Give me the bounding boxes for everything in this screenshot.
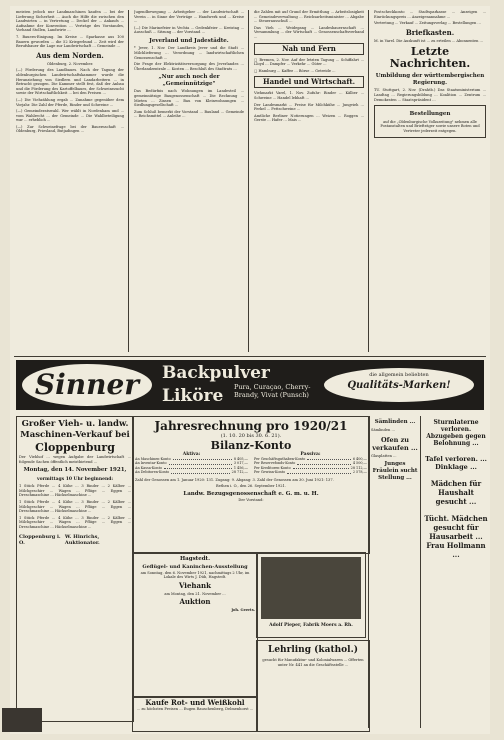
lehrling-body: gesucht für Manufaktur- und Kolonialwaren ... Offerten unter Nr. 441 an die Geschäftsstelle ... bbox=[262, 658, 364, 667]
article-text: Das Vieh ... Weidegang ... Landesbauernschaft ... Versammlung ... der Wirtschaft ... Genossenschaftsverband ... bbox=[254, 25, 364, 39]
article-text: Zum Schluß bemerkt der Vorstand ... Bauland ... Gemeinde ... Reichsmittel ... Anleihe ... bbox=[134, 109, 244, 119]
section-subheading: Umbildung der württembergischen Regierung. bbox=[375, 73, 485, 86]
row-value: 6 400,— bbox=[352, 457, 367, 461]
auction-auctioneer: W. Hinrichs, Auktionator. bbox=[64, 533, 100, 546]
balance-columns bbox=[135, 452, 367, 475]
article-text: (—) Zur Schweinefrage bei der Bauernschaft ... Oldenburg, Friesland, Butjadingen ... bbox=[16, 124, 124, 134]
dateline: Oldenburg, 2. November. bbox=[46, 61, 94, 66]
section-heading: Letzte Nachrichten. bbox=[389, 45, 471, 71]
row-value: 28 112,— bbox=[350, 465, 367, 470]
subscription-text: auf die „Oldenburgische Volkszeitung" nehmen alle Postanstalten und Briefträger sowie unsere Boten und Vertreter jederzeit entgegen. bbox=[380, 119, 480, 133]
auction-title-1: Großer Vieh- u. landw. bbox=[21, 419, 129, 429]
classified-heading: Tücht. Mädchen gesucht für Hausarbeit ... Frau Hollmann ... bbox=[424, 514, 488, 559]
row-value: 28 712,— bbox=[231, 470, 248, 475]
sinner-advertisement bbox=[16, 360, 484, 410]
classified-text: Sämlinden ... bbox=[371, 428, 395, 432]
article-text: Das Bedürfnis nach Wohnungen im Landesteil ... gemeinnützige Baugenossenschaft ... Die Rechnung ... Mieten ... Zinsen ... Bau von Kleinwohnungen ... Siedlungsgesellschaft ... bbox=[134, 89, 244, 108]
classified-text: Glasplatten ... bbox=[371, 453, 397, 458]
row-label: Per Reservefonds-Konto bbox=[254, 461, 296, 466]
kaufe-sub: ... zu höchsten Preisen ... Eugen Rauschenberg, Delmenhorst ... bbox=[136, 707, 254, 711]
row-value: 4 500,— bbox=[352, 461, 367, 466]
hagstedt-body-2: am Montag, den 21. November ... bbox=[164, 591, 226, 596]
balance-subtitle: (1. 10. 20 bis 30. 6. 21). bbox=[220, 433, 282, 439]
section-heading: Jeverland und Jadestädte. bbox=[149, 37, 229, 44]
balance-aktiva bbox=[135, 452, 248, 475]
row-value: 1 456,— bbox=[233, 465, 248, 470]
classifieds-right bbox=[420, 416, 489, 728]
article-text: Viehmarkt Varel, 1. Nov. Zufuhr: Rinder ... Kälber ... Schweine ... Handel lebhaft ... bbox=[254, 91, 364, 100]
lehrling-advertisement bbox=[256, 640, 370, 732]
auction-advertisement bbox=[16, 416, 134, 722]
article-text: TU. Stuttgart, 2. Nov. (Drahtb.) Das Staatsministerium ... Landtag ... Regierungsbildung ... Koalition ... Zentrum ... Demokraten ... Staatspräsident ... bbox=[374, 88, 486, 102]
article-text: (—) Gemeinderatswahl. Wer wählt in Nordenham und ... vom Wahlrecht ... der Gemeinde ... Die Wahlbeteiligung war ... erheblich ... bbox=[16, 109, 124, 123]
classified-heading: Ofen zu verkaufen ... bbox=[372, 435, 418, 452]
newspaper-page bbox=[10, 6, 490, 734]
auction-list: 1 Stück Pferde ... 4 Kühe ... 3 Rinder ... 2 Kälber ... Milchgeschirr ... Wagen ... Pflüge ... Eggen ... Dreschmaschine ... Häckselmaschine ... bbox=[19, 499, 131, 514]
hagstedt-heading-2: Viehank bbox=[179, 580, 211, 590]
auction-footer bbox=[19, 534, 131, 546]
ad-product-types: Pura, Curaçao, Cherry-Brandy, Vivat (Punsch) bbox=[234, 383, 311, 399]
quality-main: Qualitäts-Marken! bbox=[347, 380, 451, 391]
quality-marks-oval bbox=[324, 368, 474, 402]
article-text: □ Hamburg ... Kaffee ... Börse ... Getreide ... bbox=[254, 68, 336, 73]
subscription-title: Bestellungen bbox=[409, 111, 451, 118]
article-text: 7. Bauern-Einigung. Im Kreise ... Sparkasse aus 100 Bauern geworden ... die 52 Kriegerbund ... Zeit wird der Berufsbauer die Lage zur Landwirtschaft ... Gemeinde ... bbox=[16, 34, 124, 49]
article-text: M. in Varel. Die Auskunft ist ... zu erteilen ... Abonnenten ... bbox=[374, 38, 483, 43]
hagstedt-heading-3: Auktion bbox=[179, 597, 211, 607]
balance-board: Der Vorstand: bbox=[238, 498, 264, 503]
row-label: An Maschinen-Konto bbox=[135, 457, 171, 461]
column-rule bbox=[128, 10, 129, 352]
section-heading: Briefkasten. bbox=[405, 27, 455, 37]
section-heading: „Nur auch noch der „Gemeinnützige" bbox=[158, 74, 220, 87]
row-label: Per Geschäftsguthaben-Konto bbox=[254, 457, 306, 461]
auction-body: Der Viehhof ... wegen Aufgabe der Landwirtschaft ... folgende Sachen öffentlich meistbietend ... bbox=[19, 455, 131, 464]
classified-heading: Tafel verloren. ... Dinklage ... bbox=[425, 455, 487, 471]
article-text: Amtliche Berliner Notierungen ... Weizen ... Roggen ... Gerste ... Hafer ... Mais ... bbox=[254, 113, 364, 123]
adolf-pieper-advertisement bbox=[256, 552, 366, 638]
balance-place-date: Bethen i. O., den 26. September 1921. bbox=[216, 484, 286, 489]
article-text: Jugendbewegung ... Arbeitgeber ... der Landwirtschaft ... Verein ... in Sinne der Verträge ... Handwerk und ... Kreise ... bbox=[134, 10, 244, 24]
hagstedt-body: am Sonntag, den 6. November 1921, nachmittags 2 Uhr, im Lokale des Wirts J. Düb, Hagstedt. bbox=[140, 570, 250, 580]
column-third bbox=[254, 10, 364, 354]
column-middle bbox=[134, 10, 244, 354]
row-label: Per Kreditoren-Konto bbox=[254, 465, 291, 470]
balance-org: Landw. Bezugsgenossenschaft e. G. m. u. H. bbox=[183, 490, 319, 497]
row-value: 2 578,— bbox=[352, 470, 367, 475]
article-text: (—) Die Marinefeier in Vechta ... Gedenkfeier ... Kreistag ... Ausschuß ... Sitzung ... der Vorstand ... bbox=[134, 25, 244, 35]
row-label: An Kassa-Konto bbox=[135, 465, 162, 470]
article-text: * Jever, 1. Nov. Der Landkreis Jever und die Stadt ... Milchlieferung ... Verordnung ... landwirtschaftlichen Genossenschaft ... bbox=[134, 46, 244, 60]
article-text: Postscheckkonto ... Stadtsparkasse ... Anzeigen ... Einrückungspreis ... Anzeigenannahme ... bbox=[374, 10, 486, 19]
hagstedt-sub: Geflügel- und Kaninchen-Ausstellung bbox=[142, 563, 248, 570]
auction-date: Montag, den 14. November 1921, bbox=[23, 467, 127, 474]
ad-product-backpulver: Backpulver bbox=[162, 363, 270, 383]
table-row bbox=[254, 470, 367, 474]
subscription-box bbox=[374, 105, 486, 138]
kaufe-advertisement bbox=[132, 696, 258, 732]
auction-title-3: Cloppenburg bbox=[35, 441, 115, 454]
balance-sheet bbox=[132, 416, 370, 554]
classifieds-middle bbox=[368, 416, 419, 728]
article-text: Die Frage der Elektrizitätsversorgung des Jeverlandes ... Überlandzentrale ... Kosten ... Beschluß des Stadtrats ... bbox=[134, 62, 244, 71]
balance-note: Zahl der Genossen am 1. Januar 1920: 131. Zugang: 9. Abgang: 3. Zahl der Genossen am 30. Juni 1921: 137. bbox=[135, 477, 334, 482]
balance-title: Jahresrechnung pro 1920/21 bbox=[154, 419, 348, 433]
passiva-label: Passiva: bbox=[300, 452, 321, 457]
row-label: An Inventar-Konto bbox=[135, 461, 167, 466]
quality-top: die allgemein beliebten bbox=[369, 372, 429, 378]
classified-heading: Sturmlaterne verloren. Abzugeben gegen Belohnung ... bbox=[426, 419, 486, 447]
section-box-heading: Nah und Fern bbox=[254, 43, 364, 55]
column-rule bbox=[248, 10, 249, 352]
column-rule bbox=[368, 10, 369, 352]
column-right bbox=[374, 10, 486, 354]
adolf-caption: Adolf Pieper, Fabrik Moers a. Rh. bbox=[269, 623, 353, 628]
classified-heading: Mädchen für Haushalt gesucht ... bbox=[430, 479, 482, 506]
hagstedt-advertisement bbox=[132, 552, 258, 698]
article-text: (—) Die Viehzählung ergab ... Zunahme gegenüber dem Vorjahr. Die Zahl der Pferde, Rinder und Schweine ... bbox=[16, 97, 124, 107]
row-label: An Debitoren-Konto bbox=[135, 470, 170, 475]
row-value: 3 017,— bbox=[233, 461, 248, 466]
classified-heading: Junges Fräulein sucht Stellung ... bbox=[372, 461, 418, 482]
balance-heading: Bilanz-Konto bbox=[210, 439, 292, 452]
article-text: die Zahlen mit auf Grund der Ermittlung ... Arbeitslosigkeit ... Gemeindeverwaltung ... Reichsarbeitsminister ... Abgabe ... Steuerausschuß ... bbox=[254, 10, 364, 24]
row-label: Per Gewinn-Konto bbox=[254, 470, 286, 475]
library-stamp bbox=[2, 708, 42, 732]
lehrling-title: Lehrling (kathol.) bbox=[268, 645, 358, 655]
ad-product-likoere: Liköre bbox=[162, 386, 224, 406]
machine-illustration bbox=[261, 557, 361, 619]
kaufe-title: Kaufe Rot- und Weißkohl bbox=[145, 698, 245, 707]
auction-title-2: Maschinen-Verkauf bei bbox=[20, 429, 130, 440]
section-box-heading: Handel und Wirtschaft. bbox=[254, 76, 364, 88]
article-text: □ Bremen, 2. Nov. Auf der letzten Tagung ... Schiffahrt ... Lloyd ... Dampfer ... Verkehr ... Güter ... bbox=[254, 57, 364, 67]
auction-place: Cloppenburg i. O. bbox=[19, 533, 61, 546]
row-value: 8 405,— bbox=[233, 457, 248, 461]
hagstedt-signature: Joh. Geerts. bbox=[231, 608, 255, 613]
aktiva-label: Aktiva: bbox=[182, 452, 201, 457]
classified-heading: Sämlinden ... bbox=[374, 419, 416, 425]
article-text: Der Landesmarkt ... Preise für Milchkühe ... Jungvieh ... Ferkel ... Fettschweine ... bbox=[254, 102, 364, 112]
column-left bbox=[16, 10, 124, 354]
auction-time: vormittags 10 Uhr beginnend: bbox=[36, 476, 114, 482]
article-text: (—) Förderung des Landbaues. Nach der Tagung der oldenburgischen Landwirtschaftskammer wurde die Heranziehung von Siedlern und Landarbeitern ... in Betracht gezogen. Die Kammer stellt fest, daß der Anbau und die Förderung des Kartoffelbaues, der Schweinezucht sowie der Wirtschaftlichkeit ... bei den Preisen ... bbox=[16, 68, 124, 96]
hagstedt-title: Hagstedt. bbox=[179, 556, 211, 562]
sinner-logo: Sinner bbox=[22, 364, 152, 406]
table-row bbox=[135, 470, 248, 474]
article-text: meisten jedoch nur Landmaschinen kaufen ... bei der Lieferung Sicherheit ... Auch die Hilfe die zwischen den Landwirten ... in Vertretung ... Deckel der ... Ankaufs ... Aufnahme der Konvention ... Verträge des Vorstandes, Vorhand Stollen, Landwirte ... bbox=[16, 10, 124, 33]
article-text: Vertretung ... Verkauf ... Zeitungsverlag ... Bestellungen ... bbox=[374, 21, 481, 26]
auction-list: 1 Stück Pferde ... 4 Kühe ... 3 Rinder ... 2 Kälber ... Milchgeschirr ... Wagen ... Pflüge ... Eggen ... Dreschmaschine ... Häckselmaschine ... bbox=[19, 484, 131, 498]
balance-passiva bbox=[254, 452, 367, 475]
section-heading: Aus dem Norden. bbox=[36, 50, 104, 60]
auction-list: 1 Stück Pferde ... 4 Kühe ... 3 Rinder ... 2 Kälber ... Milchgeschirr ... Wagen ... Pflüge ... Eggen ... Dreschmaschine ... Häckselmaschine ... bbox=[19, 515, 131, 529]
horizontal-rule bbox=[14, 356, 486, 357]
